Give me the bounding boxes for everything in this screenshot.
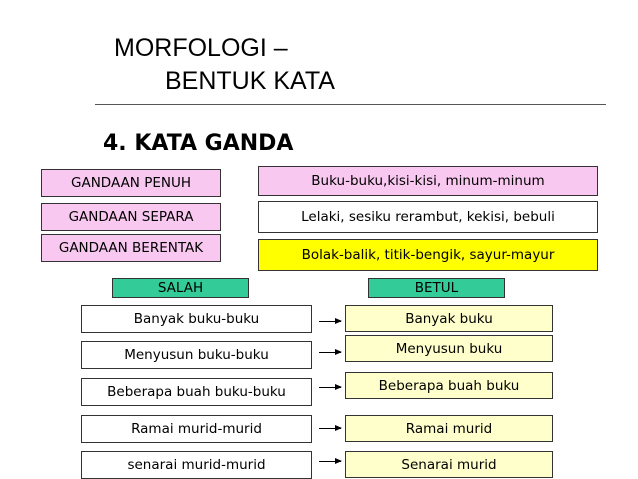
betul-item-3: Beberapa buah buku <box>345 372 553 399</box>
slide-title <box>114 32 335 98</box>
section-heading: 4. KATA GANDA <box>103 131 294 156</box>
type-label-separa: GANDAAN SEPARA <box>41 203 221 231</box>
type-example-berentak: Bolak-balik, titik-bengik, sayur-mayur <box>258 239 598 271</box>
title-divider <box>95 104 606 105</box>
header-salah: SALAH <box>112 278 249 298</box>
arrow-5 <box>319 461 341 462</box>
arrow-1 <box>319 321 341 322</box>
arrow-4 <box>319 428 341 429</box>
salah-item-3: Beberapa buah buku-buku <box>81 378 312 406</box>
type-label-berentak: GANDAAN BERENTAK <box>41 234 221 262</box>
title-line-2: BENTUK KATA <box>165 67 335 95</box>
type-example-separa: Lelaki, sesiku rerambut, kekisi, bebuli <box>258 201 598 233</box>
header-betul: BETUL <box>368 278 505 298</box>
arrow-2 <box>319 352 341 353</box>
betul-item-1: Banyak buku <box>345 305 553 332</box>
betul-item-2: Menyusun buku <box>345 335 553 362</box>
salah-item-5: senarai murid-murid <box>81 451 312 479</box>
salah-item-2: Menyusun buku-buku <box>81 341 312 369</box>
type-example-penuh: Buku-buku,kisi-kisi, minum-minum <box>258 166 598 196</box>
betul-item-5: Senarai murid <box>345 451 553 478</box>
title-line-1: MORFOLOGI – <box>114 34 288 62</box>
salah-item-1: Banyak buku-buku <box>81 305 312 333</box>
type-label-penuh: GANDAAN PENUH <box>41 169 221 197</box>
salah-item-4: Ramai murid-murid <box>81 415 312 443</box>
betul-item-4: Ramai murid <box>345 415 553 442</box>
arrow-3 <box>319 387 341 388</box>
